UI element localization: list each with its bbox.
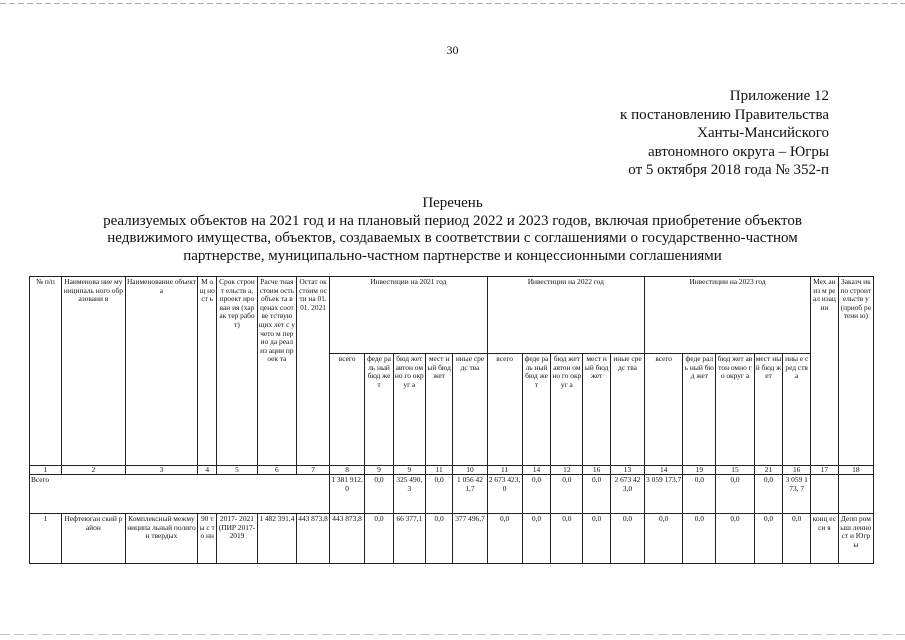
appendix-block xyxy=(620,87,829,180)
row-2021-total: 443 873,8 xyxy=(330,514,365,564)
row-2023-local: 0,0 xyxy=(754,514,783,564)
table-row xyxy=(30,514,874,564)
total-2021-local: 0,0 xyxy=(425,475,453,514)
header-municipality: Наименова ние муниципаль ного образовани я xyxy=(61,277,125,466)
appendix-line: к постановлению Правительства xyxy=(620,106,829,123)
col-number: 18 xyxy=(838,466,873,475)
title-line: реализуемых объектов на 2021 год и на плановый период 2022 и 2023 годов, включая приобретение объектов xyxy=(103,212,802,229)
col-number: 14 xyxy=(522,466,551,475)
col-number: 12 xyxy=(551,466,583,475)
total-2022-federal: 0,0 xyxy=(522,475,551,514)
col-number: 16 xyxy=(583,466,611,475)
col-number: 14 xyxy=(645,466,683,475)
row-2022-local: 0,0 xyxy=(583,514,611,564)
row-customer: Депп ромыш ленност и Югры xyxy=(838,514,873,564)
col-number: 11 xyxy=(487,466,522,475)
row-2023-federal: 0,0 xyxy=(683,514,716,564)
col-number: 9 xyxy=(393,466,425,475)
total-2023-local: 0,0 xyxy=(754,475,783,514)
scan-edge-bottom xyxy=(0,634,905,635)
col-number: 16 xyxy=(783,466,811,475)
row-balance: 443 873,8 xyxy=(297,514,330,564)
sub-other: иные средс тва xyxy=(610,354,644,466)
row-2023-regional: 0,0 xyxy=(716,514,754,564)
document-title xyxy=(60,195,845,265)
sub-other: иные средс тва xyxy=(453,354,487,466)
total-2021-regional: 325 490,3 xyxy=(393,475,425,514)
header-term: Срок строит ельств а, проект ирован ия (харак тер работ) xyxy=(217,277,257,466)
col-number: 19 xyxy=(683,466,716,475)
total-2022-local: 0,0 xyxy=(583,475,611,514)
scan-edge-top xyxy=(0,3,905,4)
row-municipality: Нефтеюган ский район xyxy=(61,514,125,564)
sub-local: мест ный бюд жет xyxy=(754,354,783,466)
sub-total: всего xyxy=(645,354,683,466)
row-2021-other: 377 496,7 xyxy=(453,514,487,564)
row-cost: 1 482 391,4 xyxy=(257,514,296,564)
col-number: 13 xyxy=(610,466,644,475)
total-customer xyxy=(838,475,873,514)
row-2022-total: 0,0 xyxy=(487,514,522,564)
row-capacity: 90 ты с то нн xyxy=(198,514,217,564)
col-number: 9 xyxy=(365,466,394,475)
sub-local: мест ный бюд жет xyxy=(425,354,453,466)
row-2022-other: 0,0 xyxy=(610,514,644,564)
col-number: 5 xyxy=(217,466,257,475)
col-number: 17 xyxy=(811,466,839,475)
total-2023-federal: 0,0 xyxy=(683,475,716,514)
title-line: партнерстве, муниципально-частном партнерстве и концессионными соглашениями xyxy=(183,247,722,264)
column-number-row xyxy=(30,466,874,475)
row-2022-regional: 0,0 xyxy=(551,514,583,564)
col-number: 6 xyxy=(257,466,296,475)
objects-table xyxy=(29,276,874,564)
sub-federal: феде раль ный бюд жет xyxy=(522,354,551,466)
sub-federal: феде раль ный бюд жет xyxy=(683,354,716,466)
row-mechanism: конц есси я xyxy=(811,514,839,564)
total-row xyxy=(30,475,874,514)
total-2023-total: 3 059 173,7 xyxy=(645,475,683,514)
header-investments-2022: Инвестиции на 2022 год xyxy=(487,277,645,354)
col-number: 1 xyxy=(30,466,62,475)
appendix-line: Ханты-Мансийского xyxy=(697,125,829,141)
sub-regional: бюд жет автон омно го округ а xyxy=(551,354,583,466)
header-cost: Расче тная стоим ость объек та в ценах соотве тствую щих лет с учето м перио да реализ ации проек та xyxy=(257,277,296,466)
header-object: Наименование объекта xyxy=(125,277,197,466)
header-customer: Заказч ик по строит ельств у (приоб ретени ю) xyxy=(838,277,873,466)
total-2021-other: 1 056 421,7 xyxy=(453,475,487,514)
sub-total: всего xyxy=(487,354,522,466)
total-2021-total: 1 381 912,0 xyxy=(330,475,365,514)
col-number: 21 xyxy=(754,466,783,475)
total-label: Всего xyxy=(30,475,330,514)
col-number: 3 xyxy=(125,466,197,475)
sub-total: всего xyxy=(330,354,365,466)
row-2023-total: 0,0 xyxy=(645,514,683,564)
sub-regional: бюд жет автон омно го округ а xyxy=(716,354,754,466)
page-number: 30 xyxy=(446,43,459,57)
row-2022-federal: 0,0 xyxy=(522,514,551,564)
col-number: 10 xyxy=(453,466,487,475)
row-2021-federal: 0,0 xyxy=(365,514,394,564)
appendix-line: автономного округа – Югры xyxy=(647,143,829,160)
row-object: Комплексный межмуниципа льный полигон твердых xyxy=(125,514,197,564)
col-number: 8 xyxy=(330,466,365,475)
col-number: 4 xyxy=(198,466,217,475)
total-2023-other: 3 059 173, 7 xyxy=(783,475,811,514)
row-2021-local: 0,0 xyxy=(425,514,453,564)
col-number: 2 xyxy=(61,466,125,475)
col-number: 15 xyxy=(716,466,754,475)
sub-local: мест ный бюд жет xyxy=(583,354,611,466)
total-2022-other: 2 673 423,0 xyxy=(610,475,644,514)
total-2021-federal: 0,0 xyxy=(365,475,394,514)
row-num: 1 xyxy=(30,514,62,564)
header-capacity: М ощ но ст ь xyxy=(198,277,217,466)
sub-regional: бюд жет автон омно го округ а xyxy=(393,354,425,466)
row-2021-regional: 66 377,1 xyxy=(393,514,425,564)
appendix-line: Приложение 12 xyxy=(729,88,829,104)
total-2022-total: 2 673 423,0 xyxy=(487,475,522,514)
row-2023-other: 0,0 xyxy=(783,514,811,564)
header-investments-2023: Инвестиции на 2023 год xyxy=(645,277,811,354)
sub-federal: феде раль ный бюд жет xyxy=(365,354,394,466)
col-number: 7 xyxy=(297,466,330,475)
total-2022-regional: 0,0 xyxy=(551,475,583,514)
row-term: 2017- 2021 (ПИР 2017- 2019 xyxy=(217,514,257,564)
col-number: 11 xyxy=(425,466,453,475)
total-2023-regional: 0,0 xyxy=(716,475,754,514)
header-mechanism: Мех аниз м реал изац ии xyxy=(811,277,839,466)
sub-other: ины е сред ства xyxy=(783,354,811,466)
total-mechanism xyxy=(811,475,839,514)
header-num: № п/п xyxy=(30,277,62,466)
title-line: Перечень xyxy=(422,195,483,211)
title-line: недвижимого имущества, объектов, создаваемых в соответствии с соглашениями о государственно-частном xyxy=(107,230,798,246)
header-investments-2021: Инвестиции на 2021 год xyxy=(330,277,488,354)
header-balance: Остат ок стоим ости на 01.01. 2021 xyxy=(297,277,330,466)
appendix-line: от 5 октября 2018 года № 352-п xyxy=(628,162,829,178)
